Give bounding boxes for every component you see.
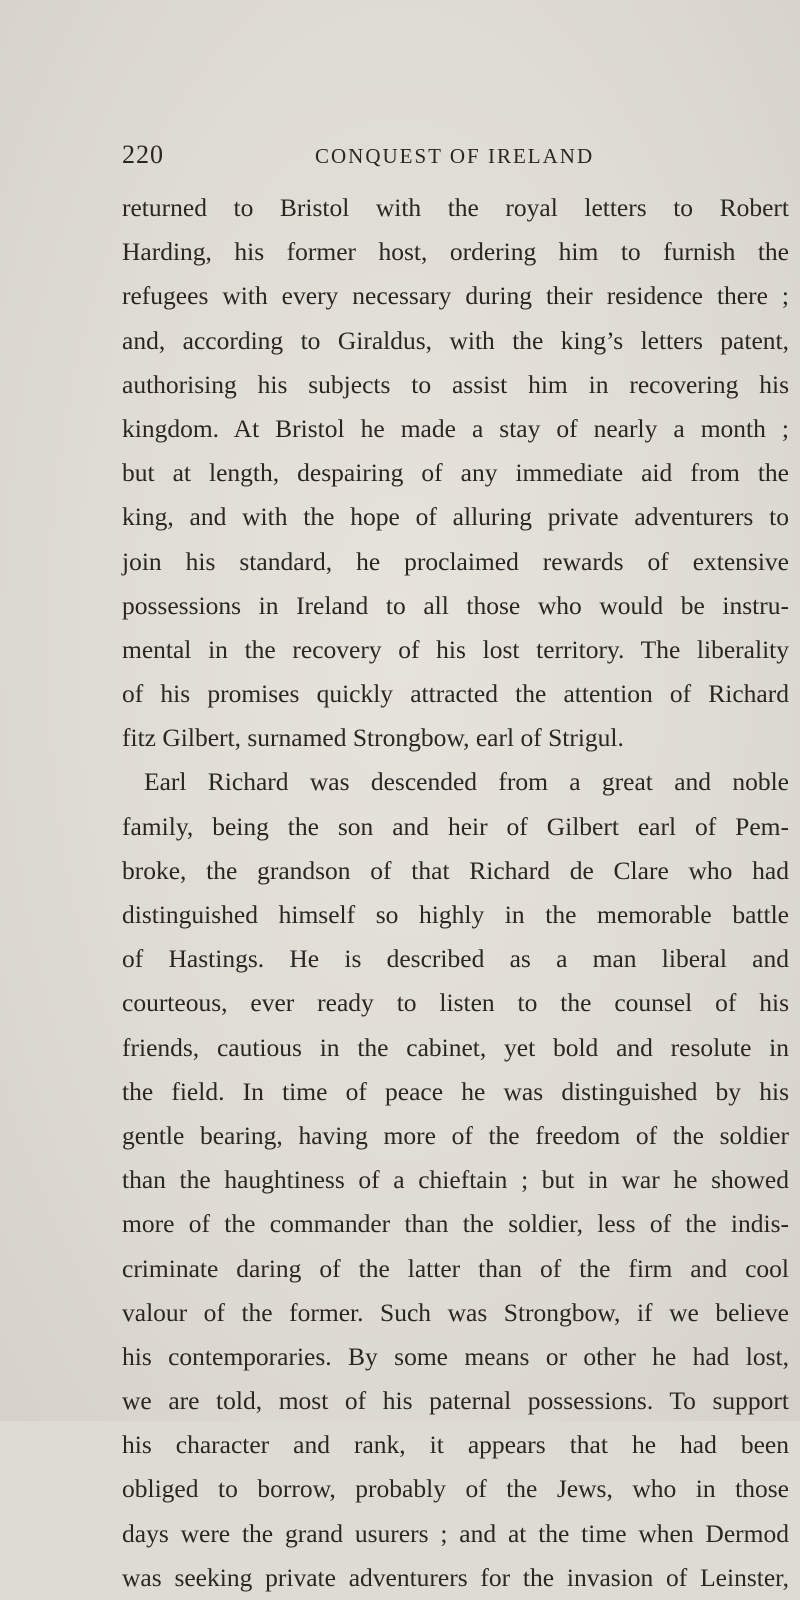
page-number: 220 <box>122 140 164 169</box>
text-line: mental in the recovery of his lost territory. The liberality <box>122 634 789 664</box>
text-line: returned to Bristol with the royal letters to Robert <box>122 193 789 222</box>
text-line: king, and with the hope of alluring private adventurers to <box>122 502 789 532</box>
running-title: CONQUEST OF IRELAND <box>315 144 595 168</box>
paragraph-last-line: fitz Gilbert, surnamed Strongbow, earl of Strigul. <box>122 723 624 753</box>
text-line: broke, the grandson of that Richard de Clare who had <box>122 855 789 885</box>
text-line: friends, cautious in the cabinet, yet bold and resolute in <box>122 1032 789 1062</box>
text-line: more of the commander than the soldier, less of the indis- <box>122 1209 789 1239</box>
text-line: was seeking private adventurers for the invasion of Leinster, <box>122 1562 789 1592</box>
paragraph-first-line: Earl Richard was descended from a great and noble <box>144 767 789 797</box>
text-line: kingdom. At Bristol he made a stay of nearly a month ; <box>122 413 789 443</box>
text-line: possessions in Ireland to all those who would be instru- <box>122 590 789 620</box>
text-line: the field. In time of peace he was distinguished by his <box>122 1076 789 1106</box>
text-line: obliged to borrow, probably of the Jews, who in those <box>122 1474 789 1504</box>
text-line: his character and rank, it appears that he had been <box>122 1430 789 1460</box>
text-line: family, being the son and heir of Gilbert earl of Pem- <box>122 811 789 841</box>
text-line: Harding, his former host, ordering him to furnish the <box>122 237 789 267</box>
text-line: gentle bearing, having more of the freedom of the soldier <box>122 1120 789 1150</box>
text-line: courteous, ever ready to listen to the counsel of his <box>122 988 789 1018</box>
text-line: but at length, despairing of any immediate aid from the <box>122 458 789 488</box>
text-line: criminate daring of the latter than of the firm and cool <box>122 1253 789 1283</box>
text-line: days were the grand usurers ; and at the time when Dermod <box>122 1518 789 1548</box>
text-line: join his standard, he proclaimed rewards of extensive <box>122 546 789 576</box>
running-head <box>122 140 682 176</box>
text-line: refugees with every necessary during their residence there ; <box>122 281 789 311</box>
body-text <box>122 186 789 1600</box>
text-line: valour of the former. Such was Strongbow, if we believe <box>122 1297 789 1327</box>
text-line: authorising his subjects to assist him in recovering his <box>122 369 789 399</box>
text-line: and, according to Giraldus, with the king’s letters patent, <box>122 325 789 355</box>
text-line: distinguished himself so highly in the memorable battle <box>122 900 789 929</box>
text-line: we are told, most of his paternal possessions. To support <box>122 1386 789 1416</box>
text-line: of his promises quickly attracted the attention of Richard <box>122 679 789 709</box>
text-line: than the haughtiness of a chieftain ; but in war he showed <box>122 1165 789 1195</box>
text-line: his contemporaries. By some means or other he had lost, <box>122 1341 789 1371</box>
text-line: of Hastings. He is described as a man liberal and <box>122 944 789 974</box>
